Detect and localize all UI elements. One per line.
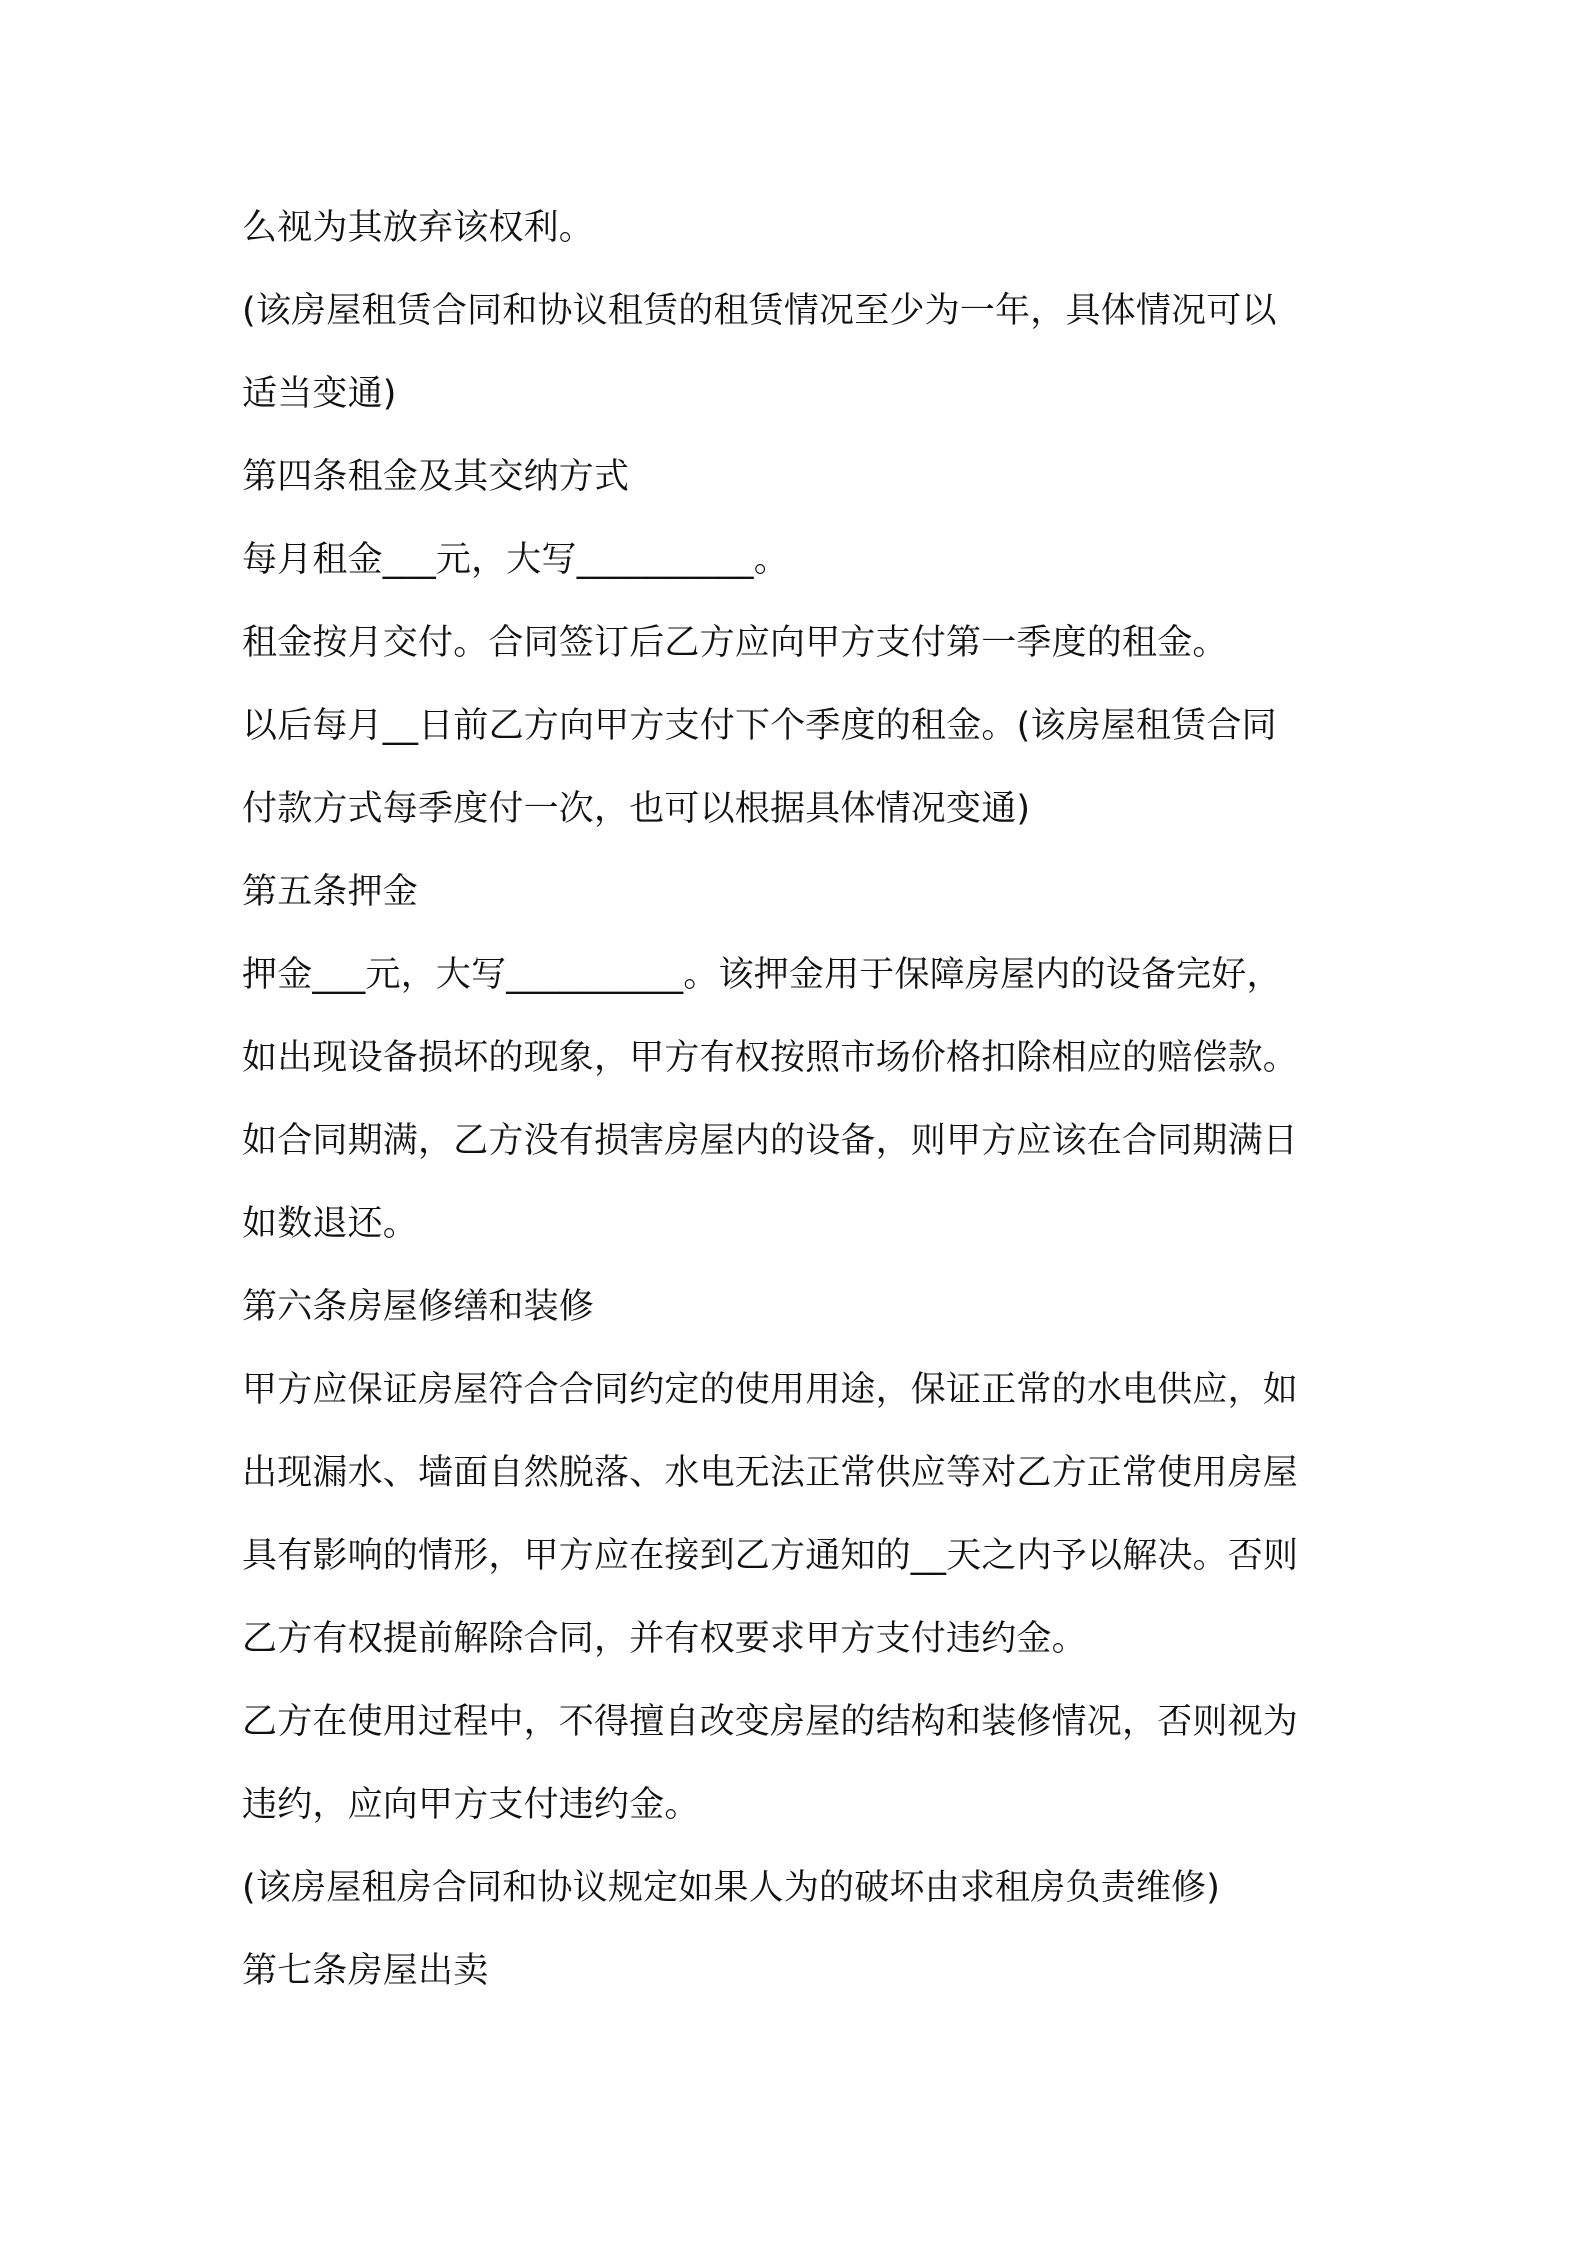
section-heading: 第四条租金及其交纳方式 bbox=[242, 457, 630, 497]
text-line: 出现漏水、墙面自然脱落、水电无法正常供应等对乙方正常使用房屋 bbox=[242, 1453, 1299, 1493]
text-line: (该房屋租赁合同和协议租赁的租赁情况至少为一年，具体情况可以 bbox=[242, 291, 1277, 331]
text-line: (该房屋租房合同和协议规定如果人为的破坏由求租房负责维修) bbox=[242, 1868, 1221, 1908]
text-line: 租金按月交付。合同签订后乙方应向甲方支付第一季度的租金。 bbox=[242, 623, 1228, 663]
text-line: 乙方有权提前解除合同，并有权要求甲方支付违约金。 bbox=[242, 1619, 1087, 1659]
text-line: 以后每月__日前乙方向甲方支付下个季度的租金。(该房屋租赁合同 bbox=[242, 706, 1277, 746]
text-line: 乙方在使用过程中，不得擅自改变房屋的结构和装修情况，否则视为 bbox=[242, 1702, 1299, 1742]
text-line: 具有影响的情形，甲方应在接到乙方通知的__天之内予以解决。否则 bbox=[242, 1536, 1299, 1576]
text-line: 如出现设备损坏的现象，甲方有权按照市场价格扣除相应的赔偿款。 bbox=[242, 1038, 1299, 1078]
text-line: 么视为其放弃该权利。 bbox=[242, 208, 595, 248]
section-heading: 第七条房屋出卖 bbox=[242, 1951, 489, 1991]
text-line: 适当变通) bbox=[242, 374, 397, 414]
section-heading: 第六条房屋修缮和装修 bbox=[242, 1287, 595, 1327]
section-heading: 第五条押金 bbox=[242, 872, 419, 912]
text-line: 每月租金___元，大写__________。 bbox=[242, 540, 789, 580]
text-line: 押金___元，大写__________。该押金用于保障房屋内的设备完好， bbox=[242, 955, 1282, 995]
text-line: 付款方式每季度付一次，也可以根据具体情况变通) bbox=[242, 789, 1031, 829]
text-line: 如合同期满，乙方没有损害房屋内的设备，则甲方应该在合同期满日 bbox=[242, 1121, 1299, 1161]
text-line: 甲方应保证房屋符合合同约定的使用用途，保证正常的水电供应，如 bbox=[242, 1370, 1299, 1410]
text-line: 如数退还。 bbox=[242, 1204, 419, 1244]
text-line: 违约，应向甲方支付违约金。 bbox=[242, 1785, 700, 1825]
